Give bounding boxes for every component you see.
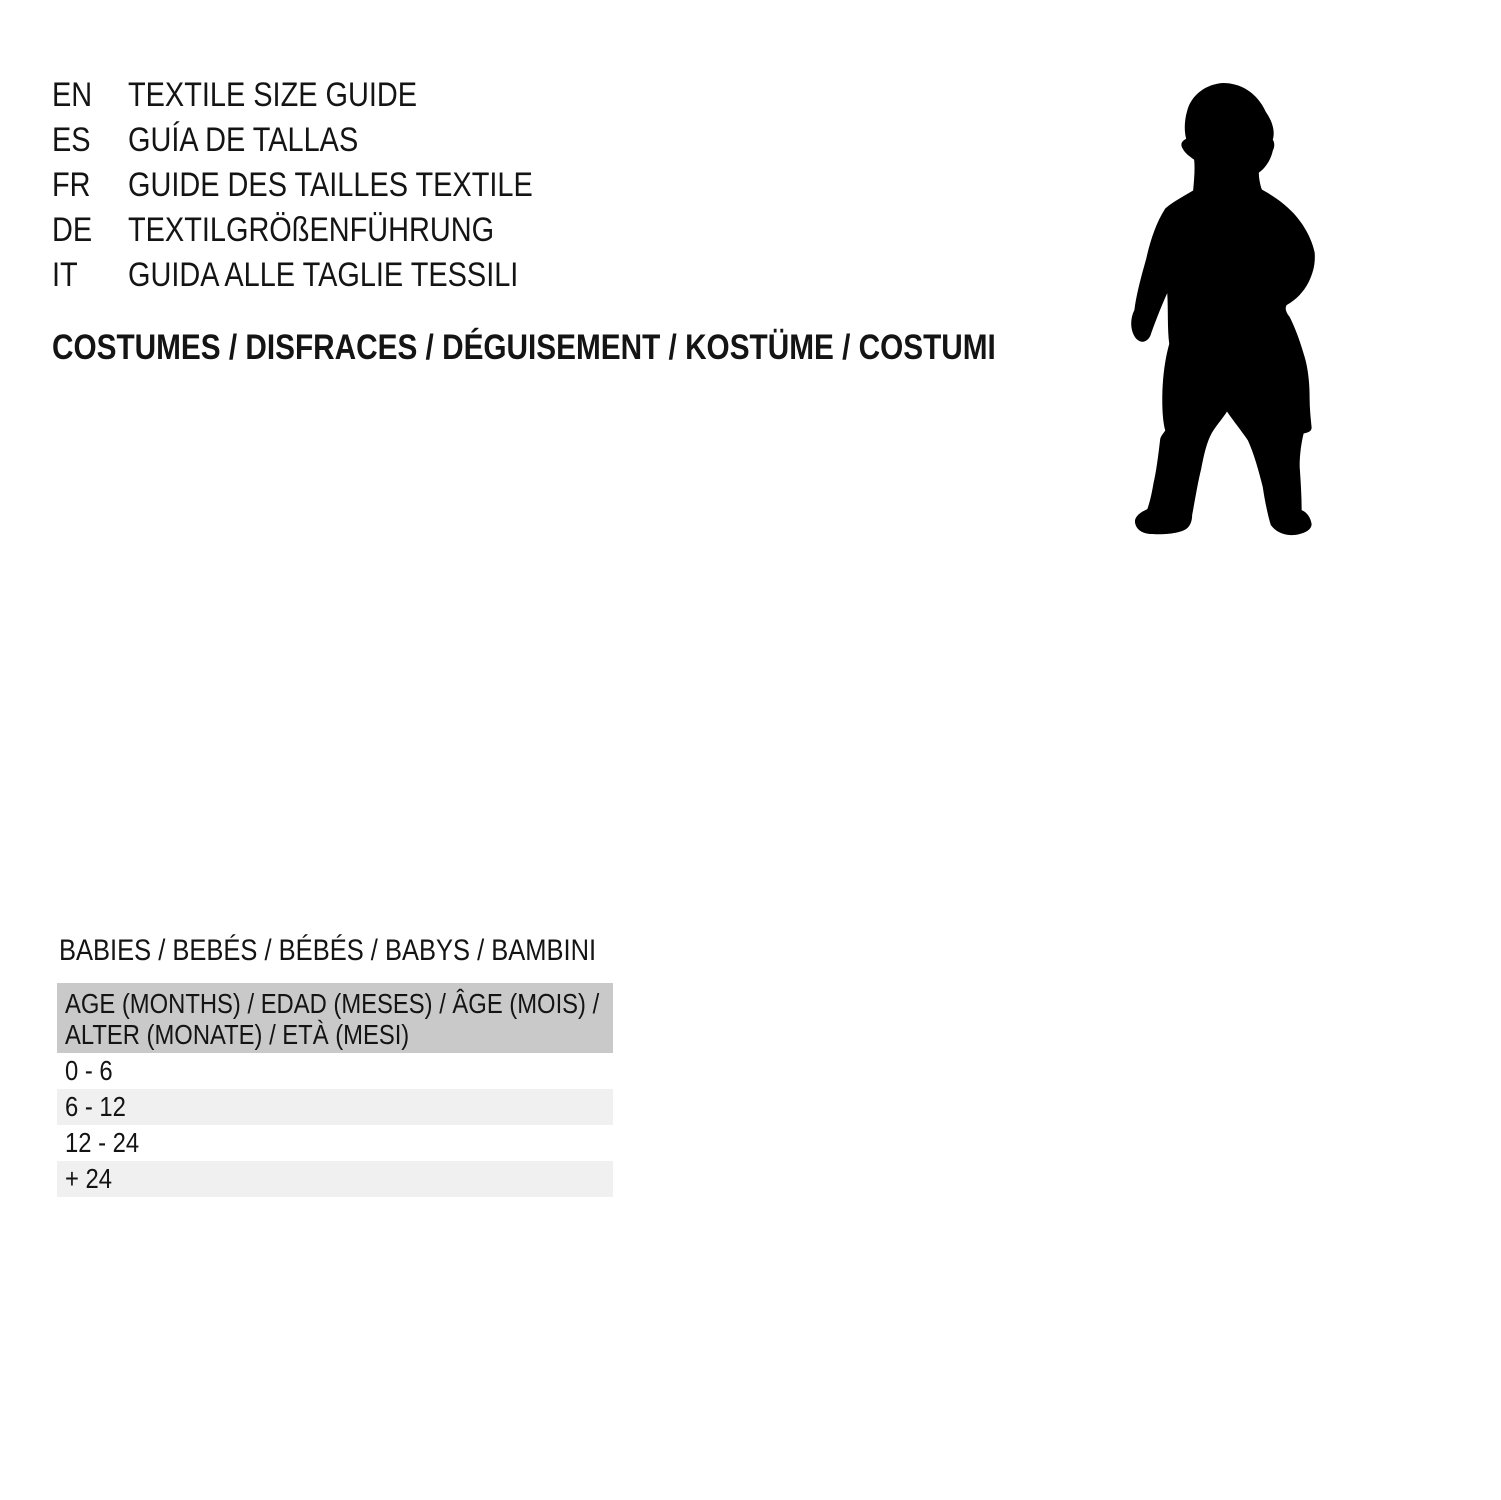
size-row xyxy=(57,1125,613,1161)
language-row-es xyxy=(52,118,604,163)
language-row-en xyxy=(52,73,604,118)
language-row-it xyxy=(52,253,604,298)
language-label: GUIDA ALLE TAGLIE TESSILI xyxy=(128,256,519,294)
language-list xyxy=(52,73,604,298)
size-rows xyxy=(57,1053,613,1197)
language-code: FR xyxy=(52,166,91,204)
category-line-text: COSTUMES / DISFRACES / DÉGUISEMENT / KOSTÜME / COSTUMI xyxy=(52,328,996,367)
category-line xyxy=(52,325,1162,370)
section-title-text: BABIES / BEBÉS / BÉBÉS / BABYS / BAMBINI xyxy=(59,934,597,967)
age-table-header-text: AGE (MONTHS) / EDAD (MESES) / ÂGE (MOIS) / ALTER (MONATE) / ETÀ (MESI) xyxy=(65,988,600,1050)
size-row xyxy=(57,1089,613,1125)
size-row xyxy=(57,1161,613,1197)
language-code: IT xyxy=(52,256,78,294)
language-label: TEXTILE SIZE GUIDE xyxy=(128,76,418,114)
language-label: GUÍA DE TALLAS xyxy=(128,121,359,159)
babies-size-section xyxy=(57,930,613,1197)
size-row-value: 12 - 24 xyxy=(65,1127,140,1158)
age-table xyxy=(57,983,613,1197)
size-row-value: 6 - 12 xyxy=(65,1091,126,1122)
language-code: DE xyxy=(52,211,93,249)
size-row-value: 0 - 6 xyxy=(65,1055,113,1086)
size-row xyxy=(57,1053,613,1089)
age-table-header xyxy=(57,983,613,1053)
size-row-value: + 24 xyxy=(65,1163,112,1194)
language-row-de xyxy=(52,208,604,253)
language-code: ES xyxy=(52,121,91,159)
baby-silhouette-icon xyxy=(1128,83,1318,539)
baby-silhouette-path xyxy=(1131,83,1315,535)
language-row-fr xyxy=(52,163,604,208)
language-label: GUIDE DES TAILLES TEXTILE xyxy=(128,166,533,204)
language-label: TEXTILGRÖßENFÜHRUNG xyxy=(128,211,495,249)
language-code: EN xyxy=(52,76,93,114)
section-title xyxy=(59,930,613,972)
